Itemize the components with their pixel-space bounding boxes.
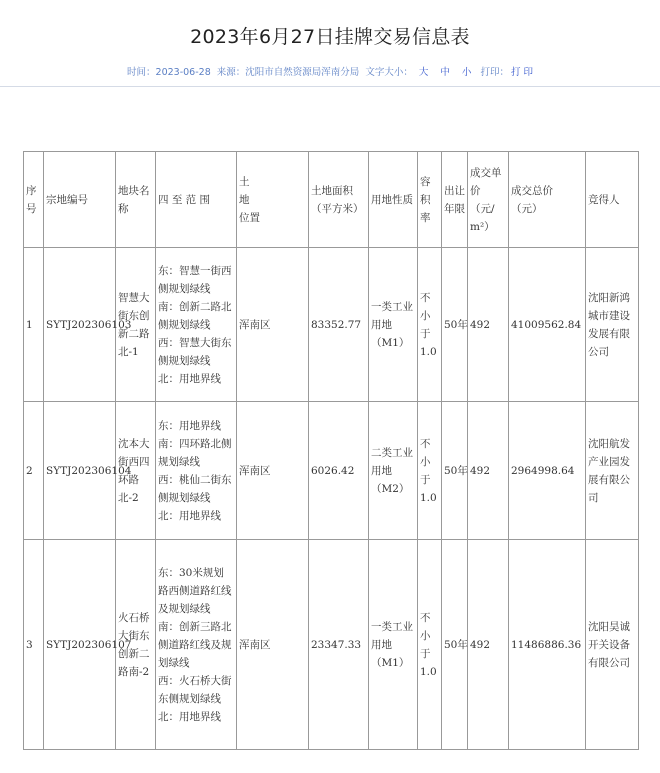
boundary-west: 西：智慧大街东侧规划绿线 bbox=[158, 336, 232, 367]
header-buyer: 竞得人 bbox=[586, 152, 639, 248]
cell-location: 浑南区 bbox=[237, 402, 309, 540]
header-parcel-name: 地块名称 bbox=[116, 152, 156, 248]
boundary-south: 南：创新三路北侧道路红线及规划绿线 bbox=[158, 620, 232, 669]
cell-total: 2964998.64 bbox=[509, 402, 586, 540]
cell-seq: 2 bbox=[24, 402, 44, 540]
cell-far-text: 不小于 bbox=[420, 611, 431, 660]
boundary-north: 北：用地界线 bbox=[158, 710, 221, 723]
header-divider bbox=[0, 86, 660, 87]
cell-term: 50年 bbox=[442, 402, 468, 540]
header-location bbox=[237, 152, 309, 248]
cell-parcel-id: SYTJ202306104 bbox=[44, 402, 116, 540]
cell-far-value: 1.0 bbox=[420, 345, 437, 358]
cell-area: 83352.77 bbox=[309, 248, 369, 402]
header-area bbox=[309, 152, 369, 248]
cell-use-code: （M1） bbox=[371, 656, 410, 669]
cell-seq: 3 bbox=[24, 540, 44, 750]
font-size-large-button[interactable]: 大 bbox=[418, 67, 429, 78]
cell-use-code: （M2） bbox=[371, 482, 410, 495]
header-parcel-id: 宗地编号 bbox=[44, 152, 116, 248]
header-seq: 序号 bbox=[24, 152, 44, 248]
boundary-east: 东：智慧一街西侧规划绿线 bbox=[158, 264, 232, 295]
boundary-west: 西：火石桥大街东侧规划绿线 bbox=[158, 674, 232, 705]
table-row bbox=[24, 248, 639, 402]
header-use: 用地性质 bbox=[369, 152, 418, 248]
boundary-north: 北：用地界线 bbox=[158, 509, 221, 522]
header-location-line-1: 土 bbox=[239, 175, 250, 188]
cell-term: 50年 bbox=[442, 248, 468, 402]
header-unit-price-line-3: （元/ bbox=[470, 202, 495, 215]
transaction-table bbox=[23, 151, 639, 750]
boundary-south: 南：四环路北侧规划绿线 bbox=[158, 437, 232, 468]
cell-buyer: 沈阳新鸿城市建设发展有限公司 bbox=[586, 248, 639, 402]
cell-far-value: 1.0 bbox=[420, 491, 437, 504]
cell-buyer: 沈阳昊诚开关设备有限公司 bbox=[586, 540, 639, 750]
cell-total: 11486886.36 bbox=[509, 540, 586, 750]
cell-far-value: 1.0 bbox=[420, 665, 437, 678]
cell-use bbox=[369, 540, 418, 750]
cell-far-text: 不小于 bbox=[420, 437, 431, 486]
article-meta bbox=[0, 64, 660, 78]
boundary-south: 南：创新二路北侧规划绿线 bbox=[158, 300, 232, 331]
cell-term: 50年 bbox=[442, 540, 468, 750]
cell-seq: 1 bbox=[24, 248, 44, 402]
cell-far bbox=[418, 540, 442, 750]
header-unit-price-line-1: 成交单 bbox=[470, 166, 502, 179]
cell-parcel-name: 火石桥大街东创新二路南-2 bbox=[116, 540, 156, 750]
cell-parcel-id: SYTJ202306103 bbox=[44, 248, 116, 402]
boundary-north: 北：用地界线 bbox=[158, 372, 221, 385]
header-total-line-2: （元） bbox=[511, 202, 543, 215]
cell-parcel-id: SYTJ202306107 bbox=[44, 540, 116, 750]
source-value: 沈阳市自然资源局浑南分局 bbox=[245, 67, 360, 78]
header-area-line-2: （平方米） bbox=[311, 202, 364, 215]
header-total bbox=[509, 152, 586, 248]
header-unit-price-line-4: m²） bbox=[470, 220, 495, 233]
table-row bbox=[24, 402, 639, 540]
cell-location: 浑南区 bbox=[237, 248, 309, 402]
cell-use-type: 二类工业用地 bbox=[371, 446, 413, 477]
header-location-line-3: 位置 bbox=[239, 211, 260, 224]
cell-unit-price: 492 bbox=[468, 540, 509, 750]
cell-unit-price: 492 bbox=[468, 248, 509, 402]
boundary-east: 东：30米规划路西侧道路红线及规划绿线 bbox=[158, 566, 232, 615]
cell-area: 23347.33 bbox=[309, 540, 369, 750]
font-size-medium-button[interactable]: 中 bbox=[440, 67, 450, 78]
table-row bbox=[24, 540, 639, 750]
time-value: 2023-06-28 bbox=[155, 67, 211, 78]
header-unit-price-line-2: 价 bbox=[470, 184, 481, 197]
header-area-line-1: 土地面积 bbox=[311, 184, 353, 197]
header-total-line-1: 成交总价 bbox=[511, 184, 553, 197]
cell-boundaries bbox=[156, 402, 237, 540]
cell-parcel-name: 智慧大街东创新二路北-1 bbox=[116, 248, 156, 402]
cell-parcel-name: 沈本大街西四环路北-2 bbox=[116, 402, 156, 540]
cell-far bbox=[418, 402, 442, 540]
cell-use bbox=[369, 248, 418, 402]
cell-use-type: 一类工业用地 bbox=[371, 300, 413, 331]
cell-location: 浑南区 bbox=[237, 540, 309, 750]
cell-far bbox=[418, 248, 442, 402]
cell-boundaries bbox=[156, 248, 237, 402]
source-label: 来源： bbox=[216, 67, 246, 78]
cell-use bbox=[369, 402, 418, 540]
cell-buyer: 沈阳航发产业园发展有限公司 bbox=[586, 402, 639, 540]
page-title: 2023年6月27日挂牌交易信息表 bbox=[190, 26, 470, 48]
header-far: 容积率 bbox=[418, 152, 442, 248]
time-label: 时间： bbox=[127, 67, 156, 78]
boundary-west: 西：桃仙二街东侧规划绿线 bbox=[158, 473, 232, 504]
print-button[interactable]: 打 印 bbox=[510, 67, 533, 78]
font-size-label: 文字大小： bbox=[365, 67, 413, 78]
cell-total: 41009562.84 bbox=[509, 248, 586, 402]
cell-use-type: 一类工业用地 bbox=[371, 620, 413, 651]
cell-boundaries bbox=[156, 540, 237, 750]
cell-area: 6026.42 bbox=[309, 402, 369, 540]
header-term: 出让年限 bbox=[442, 152, 468, 248]
cell-unit-price: 492 bbox=[468, 402, 509, 540]
font-size-small-button[interactable]: 小 bbox=[461, 67, 472, 78]
boundary-east: 东：用地界线 bbox=[158, 419, 221, 432]
cell-far-text: 不小于 bbox=[420, 291, 431, 340]
header-unit-price bbox=[468, 152, 509, 248]
table-header-row bbox=[24, 152, 639, 248]
cell-use-code: （M1） bbox=[371, 336, 410, 349]
header-boundaries: 四 至 范 围 bbox=[156, 152, 237, 248]
header-location-line-2: 地 bbox=[239, 193, 250, 206]
print-label: 打印： bbox=[480, 67, 509, 78]
